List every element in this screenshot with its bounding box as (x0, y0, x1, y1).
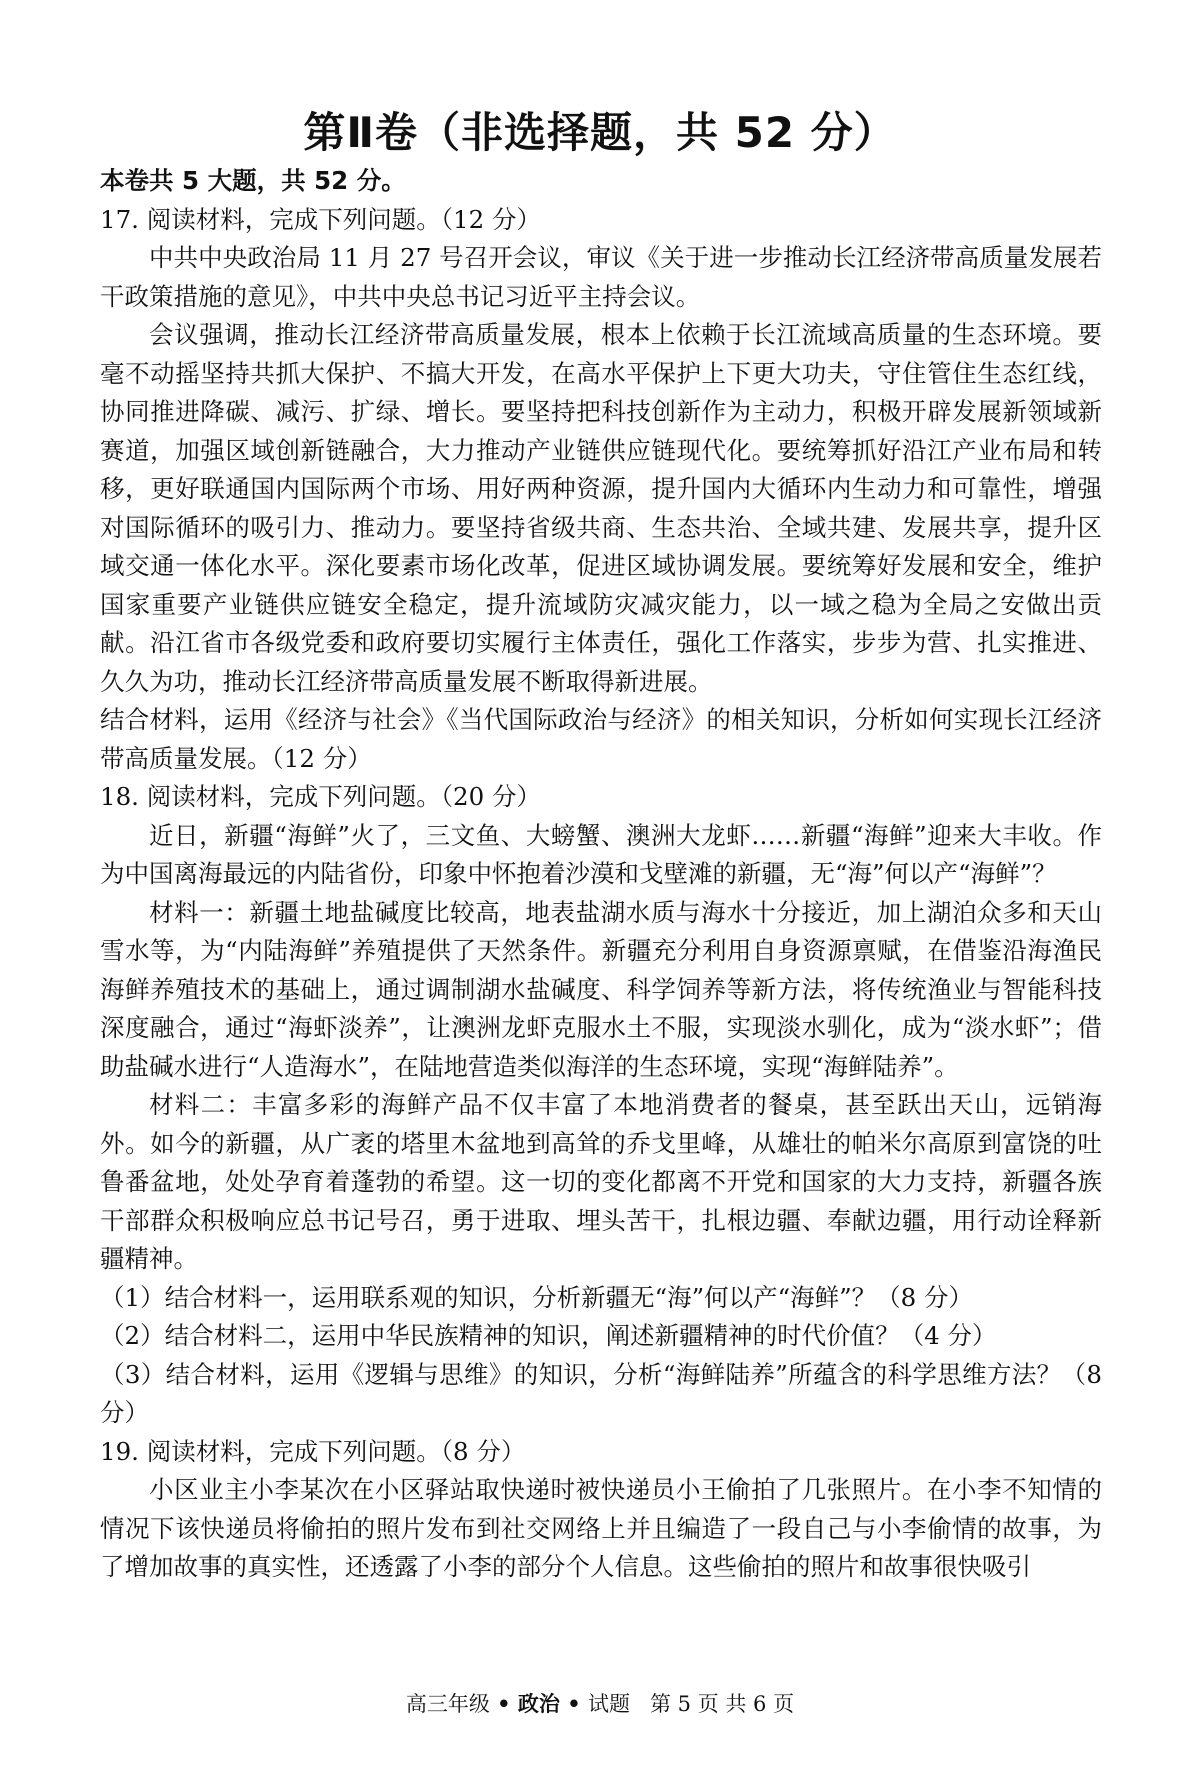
q18-subquestion-2: （2）结合材料二，运用中华民族精神的知识，阐述新疆精神的时代价值？（4 分） (100, 1321, 997, 1350)
q17-heading: 17. 阅读材料，完成下列问题。（12 分） (100, 204, 541, 234)
q18-material-2: 材料二：丰富多彩的海鲜产品不仅丰富了本地消费者的餐桌，甚至跃出天山，远销海外。如今的新疆，从广袤的塔里木盆地到高耸的乔戈里峰，从雄壮的帕米尔高原到富饶的吐鲁番盆地，处处孕育着蓬勃的希望。这一切的变化都离不开党和国家的大力支持，新疆各族干部群众积极响应总书记号召，勇于进取、埋头苦干，扎根边疆、奉献边疆，用行动诠释新疆精神。 (100, 1090, 1102, 1273)
q17-paragraph-1: 中共中央政治局 11 月 27 号召开会议，审议《关于进一步推动长江经济带高质量发展若干政策措施的意见》，中共中央总书记习近平主持会议。 (100, 243, 1102, 311)
section-intro: 本卷共 5 大题，共 52 分。 (100, 166, 406, 195)
q18-heading: 18. 阅读材料，完成下列问题。（20 分） (100, 782, 541, 811)
section-title: 第Ⅱ卷（非选择题，共 52 分） (303, 108, 897, 157)
q18-material-1: 材料一：新疆土地盐碱度比较高，地表盐湖水质与海水十分接近，加上湖泊众多和天山雪水等，为“内陆海鲜”养殖提供了天然条件。新疆充分利用自身资源禀赋，在借鉴沿海渔民海鲜养殖技术的基础上，通过调制湖水盐碱度、科学饲养等新方法，将传统渔业与智能科技深度融合，通过“海虾淡养”，让澳洲龙虾克服水土不服，实现淡水驯化，成为“淡水虾”；借助盐碱水进行“人造海水”，在陆地营造类似海洋的生态环境，实现“海鲜陆养”。 (100, 897, 1102, 1081)
page-footer: 高三年级 • 政治 • 试题 第 5 页 共 6 页 (405, 1692, 795, 1716)
section-content (100, 162, 1102, 1587)
q17-paragraph-2: 会议强调，推动长江经济带高质量发展，根本上依赖于长江流域高质量的生态环境。要毫不动摇坚持共抓大保护、不搞大开发，在高水平保护上下更大功夫，守住管住生态红线，协同推进降碳、减污、扩绿、增长。要坚持把科技创新作为主动力，积极开辟发展新领域新赛道，加强区域创新链融合，大力推动产业链供应链现代化。要统筹抓好沿江产业布局和转移，更好联通国内国际两个市场、用好两种资源，提升国内大循环内生动力和可靠性，增强对国际循环的吸引力、推动力。要坚持省级共商、生态共治、全域共建、发展共享，提升区域交通一体化水平。深化要素市场化改革，促进区域协调发展。要统筹好发展和安全，维护国家重要产业链供应链安全稳定，提升流域防灾减灾能力，以一域之稳为全局之安做出贡献。沿江省市各级党委和政府要切实履行主体责任，强化工作落实，步步为营、扎实推进、久久为功，推动长江经济带高质量发展不断取得新进展。 (100, 320, 1102, 696)
q17-task: 结合材料，运用《经济与社会》《当代国际政治与经济》的相关知识，分析如何实现长江经济带高质量发展。（12 分） (100, 705, 1102, 773)
footer-page-number: 第 5 页 共 6 页 (650, 1692, 795, 1716)
footer-grade: 高三年级 (405, 1692, 490, 1716)
q19-heading: 19. 阅读材料，完成下列问题。（8 分） (100, 1436, 526, 1466)
q18-subquestion-3: （3）结合材料，运用《逻辑与思维》的知识，分析“海鲜陆养”所蕴含的科学思维方法？（8 分） (100, 1359, 1102, 1427)
footer-subject: 政治 (517, 1692, 560, 1716)
footer-type: 试题 (587, 1692, 630, 1716)
q18-paragraph-1: 近日，新疆“海鲜”火了，三文鱼、大螃蟹、澳洲大龙虾……新疆“海鲜”迎来大丰收。作为中国离海最远的内陆省份，印象中怀抱着沙漠和戈壁滩的新疆，无“海”何以产“海鲜”？ (100, 820, 1102, 888)
q19-paragraph-1: 小区业主小李某次在小区驿站取快递时被快递员小王偷拍了几张照片。在小李不知情的情况下该快递员将偷拍的照片发布到社交网络上并且编造了一段自己与小李偷情的故事，为了增加故事的真实性，还透露了小李的部分个人信息。这些偷拍的照片和故事很快吸引 (100, 1475, 1102, 1581)
q18-subquestion-1: （1）结合材料一，运用联系观的知识，分析新疆无“海”何以产“海鲜”？（8 分） (100, 1282, 974, 1312)
